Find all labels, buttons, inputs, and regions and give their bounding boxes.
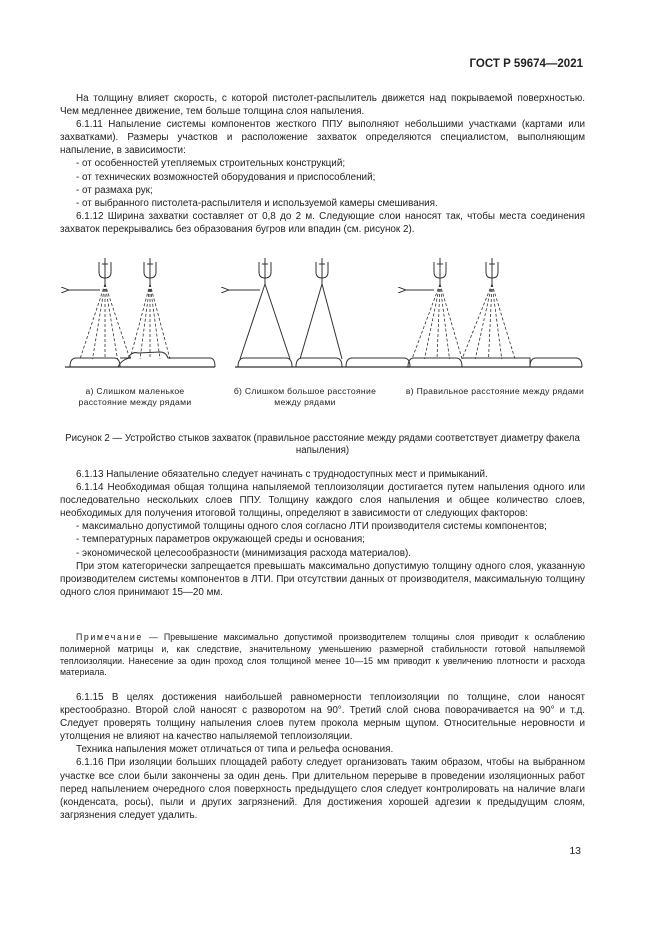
spray-fan-line <box>140 284 150 359</box>
paragraph: 6.1.15 В целях достижения наибольшей равномерности теплоизоляции по толщине, слои наносят крестообразно. Второй слой наносят с разворотом на 90°. Третий слой снова поворачивается на 90° и т.д. Следует проверять толщину напыления слоев путем прокола мерным щупом. Относительные неровности и утолщения не влияют на качество напыляемой теплоизоляции. <box>60 692 585 743</box>
foam-layer-bump <box>120 352 215 367</box>
note-label: Примечание <box>76 632 143 642</box>
paragraph: На толщину влияет скорость, с которой пистолет-распылитель движется над покрываемой поверхностью. Чем медленнее движение, тем больше толщина слоя напыления. <box>60 93 585 118</box>
spray-fan-line <box>80 284 105 359</box>
foam-layer-segment <box>296 358 342 367</box>
list-item: - температурных параметров окружающей среды и основания; <box>76 534 365 546</box>
caption-c: в) Правильное расстояние между рядами <box>405 386 585 396</box>
spray-fan-line <box>93 284 106 359</box>
foam-layer-segment <box>70 358 120 367</box>
document-code: ГОСТ Р 59674—2021 <box>469 58 583 70</box>
foam-layer-segment <box>462 358 530 367</box>
paragraph: 6.1.11 Напыление системы компонентов жесткого ППУ выполняют небольшими участками (картами или захватками). Размеры участков и расположение захваток определяются специалистом, выполняющим напыление, в зависимости: <box>60 119 585 157</box>
spray-fan-line <box>322 284 342 359</box>
paragraph: 6.1.13 Напыление обязательно следует начинать с труднодоступных мест и примыканий. <box>76 469 488 480</box>
spray-fan-line <box>492 284 502 359</box>
figure-title: Рисунок 2 — Устройство стыков захваток (правильное расстояние между рядами соответствует диаметру факела напыления) <box>65 433 580 457</box>
list-item: - от особенностей утепляемых строительных конструкций; <box>76 158 346 170</box>
list-item: - от размаха рук; <box>76 184 153 196</box>
list-item: - от выбранного пистолета-распылителя и используемой камеры смешивания. <box>76 197 438 209</box>
list-item: - от технических возможностей оборудования и приспособлений; <box>76 171 376 183</box>
foam-layer-segment <box>530 358 582 367</box>
foam-layer-segment <box>408 358 462 367</box>
list-item: - экономической целесообразности (минимизация расхода материалов). <box>76 547 412 559</box>
caption-b: б) Слишком большое расстояние между рядами <box>233 386 377 407</box>
spray-fan-line <box>265 284 290 359</box>
spray-fan-line <box>440 284 450 359</box>
spray-fan-line <box>489 284 493 359</box>
paragraph: При этом категорически запрещается превышать максимально допустимую толщину одного слоя, указанную производителем системы компонентов в ЛТИ. При отсутствии данных от производителя, максимальную толщину одного слоя принимают 15—20 мм. <box>60 560 585 598</box>
paragraph: 6.1.12 Ширина захватки составляет от 0,8 до 2 м. Следующие слои наносят так, чтобы места соединения захваток перекрывались без образования бугров или впадин (см. рисунок 2). <box>60 210 585 235</box>
spray-fan-line <box>300 284 322 359</box>
spray-fan-line <box>440 284 462 359</box>
paragraph: 6.1.14 Необходимая общая толщина напыляемой теплоизоляции достигается путем напыления одного или последовательно нескольких слоев ППУ. Толщину каждого слоя напыления и общее количество слоев, необходимых для получения итоговой толщины, определяют в зависимости от следующих факторов: <box>60 482 585 520</box>
text-block-bottom <box>60 691 585 822</box>
note-text: — Превышение максимально допустимой производителем толщины слоя приводит к ослаблению полимерной матрицы и, как следствие, значительному уменьшению размерной стабильности готовой напыляемой теплоизоляции. Нанесение за один проход слоя толщиной менее 10—15 мм приводит к увеличению плотности и расхода материала. <box>60 632 585 678</box>
foam-layer-segment <box>346 358 410 367</box>
spray-fan-line <box>492 284 515 359</box>
paragraph: 6.1.16 При изоляции больших площадей работу следует организовать таким образом, чтобы на выбранном участке все слои были закончены за один день. При длительном перерыве в проведении изоляционных работ перед напылением очередного слоя поверхность предыдущего слоя следует контролировать на наличие влаги (конденсата, росы), пыли и других загрязнений. Для достижения хорошей адгезии к предыдущим слоям, загрязнения следует удалить. <box>60 757 585 821</box>
caption-a: а) Слишком маленькое расстояние между рядами <box>78 386 192 407</box>
spray-fan-line <box>150 284 160 359</box>
list-item: - максимально допустимой толщины одного слоя согласно ЛТИ производителя системы компонентов; <box>76 521 547 533</box>
spray-fan-line <box>105 284 118 359</box>
spray-fan-line <box>240 284 265 359</box>
foam-layer-segment <box>238 358 292 367</box>
text-block-top <box>60 92 585 236</box>
text-block-middle <box>60 468 585 599</box>
spray-fan-line <box>412 284 440 359</box>
note-block <box>60 632 585 679</box>
spray-fan-line <box>425 284 441 359</box>
spray-fan-line <box>475 284 492 359</box>
spray-fan-line <box>150 284 170 359</box>
paragraph: Техника напыления может отличаться от типа и рельефа основания. <box>76 744 394 756</box>
spray-fan-line <box>130 284 150 359</box>
spray-fan-line <box>105 284 130 359</box>
spray-fan-line <box>462 284 492 359</box>
page-number: 13 <box>569 845 581 857</box>
